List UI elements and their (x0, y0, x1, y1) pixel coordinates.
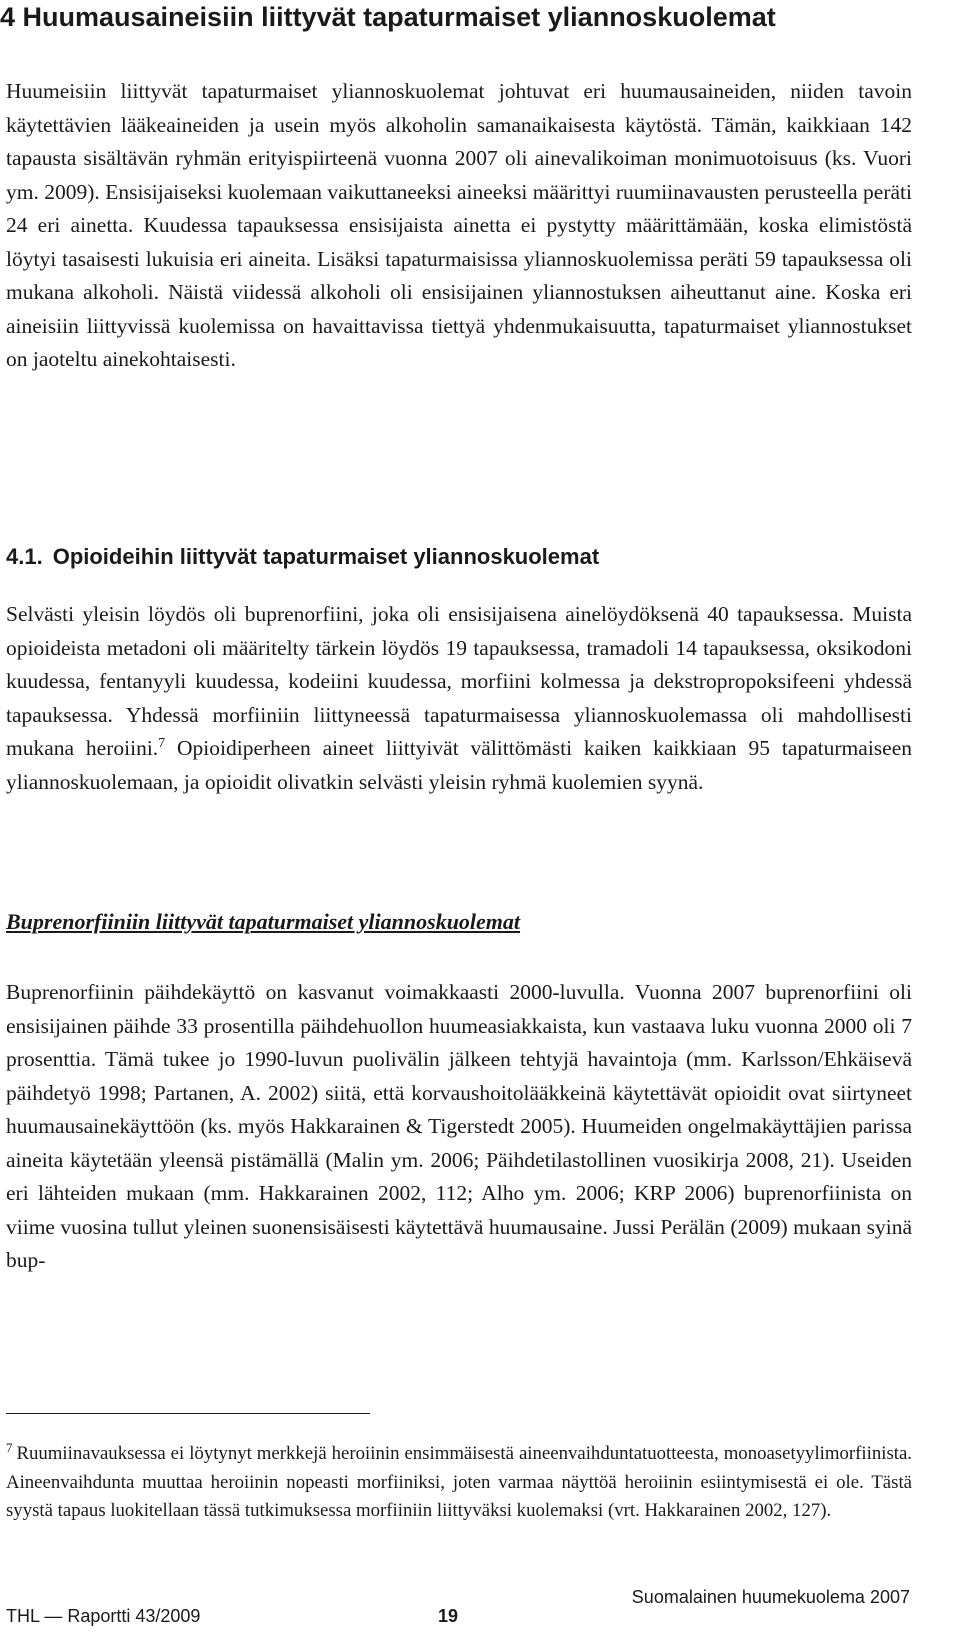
page-number: 19 (438, 1606, 459, 1626)
subsection-number: 4.1. (6, 544, 43, 569)
buprenorphine-paragraph: Buprenorfiinin päihdekäyttö on kasvanut voimakkaasti 2000-luvulla. Vuonna 2007 buprenorfiini oli ensisijainen päihde 33 prosentilla päihdehuollon huumeasiakkaista, kun vastaava luku vuonna 2000 oli 7 prosenttia. Tämä tukee jo 1990-luvun puolivälin jälkeen tehtyjä havaintoja (mm. Karlsson/Ehkäisevä päihdetyö 1998; Partanen, A. 2002) siitä, että korvaushoitolääkkeinä käytettävät opioidit ovat siirtyneet huumausainekäyttöön (ks. myös Hakkarainen & Tigerstedt 2005). Huumeiden ongelmakäyttäjien parissa aineita käytetään yleensä pistämällä (Malin ym. 2006; Päihdetilastollinen vuosikirja 2008, 21). Useiden eri lähteiden mukaan (mm. Hakkarainen 2002, 112; Alho ym. 2006; KRP 2006) buprenorfiinista on viime vuosina tullut yleinen suonensisäisesti käytettävä huumausaine. Jussi Perälän (2009) mukaan syinä bup- (6, 980, 912, 1272)
footer-report-label: THL — Raportti 43/2009 (6, 1606, 201, 1626)
opioid-paragraph (6, 598, 912, 799)
section-heading: 4 Huumausaineisiin liittyvät tapaturmaiset yliannoskuolemat (0, 2, 776, 32)
subsection-heading (6, 542, 599, 572)
footnote (6, 1440, 912, 1526)
footnote-reference[interactable]: 7 (158, 735, 166, 751)
subsubsection-heading: Buprenorfiiniin liittyvät tapaturmaiset yliannoskuolemat (6, 909, 521, 934)
footnote-number: 7 (6, 1439, 13, 1455)
opioid-paragraph-part1: Selvästi yleisin löydös oli buprenorfiini, joka oli ensisijaisena ainelöydöksenä 40 tapauksessa. Muista opioideista metadoni oli määritelty tärkein löydös 19 tapauksessa, tramadoli 14 tapauksessa, oksikodoni kuudessa, fentanyyli kuudessa, kodeiini kuudessa, morfiini kolmessa ja dekstropropoksifeeni yhdessä tapauksessa. Yhdessä morfiiniin liittyneessä tapaturmaisessa yliannoskuolemassa oli mahdollisesti mukana heroiini. (6, 602, 912, 760)
subsection-title: Opioideihin liittyvät tapaturmaiset yliannoskuolemat (52, 544, 600, 569)
footer-publication-title: Suomalainen huumekuolema 2007 (631, 1587, 910, 1607)
section-intro-paragraph: Huumeisiin liittyvät tapaturmaiset yliannoskuolemat johtuvat eri huumausaineiden, niiden tavoin käytettävien lääkeaineiden ja usein myös alkoholin samanaikaisesta käytöstä. Tämän, kaikkiaan 142 tapausta sisältävän ryhmän erityispiirteenä vuonna 2007 oli ainevalikoiman monimuotoisuus (ks. Vuori ym. 2009). Ensisijaiseksi kuolemaan vaikuttaneeksi aineeksi määrittyi ruumiinavausten perusteella peräti 24 eri ainetta. Kuudessa tapauksessa ensisijaista ainetta ei pystytty määrittämään, koska elimistöstä löytyi tasaisesti lukuisia eri aineita. Lisäksi tapaturmaisissa yliannoskuolemissa peräti 59 tapauksessa oli mukana alkoholi. Näistä viidessä alkoholi oli ensisijainen yliannostuksen aiheuttanut aine. Koska eri aineisiin liittyvissä kuolemissa on havaittavissa tiettyä yhdenmukaisuutta, tapaturmaiset yliannostukset on jaoteltu ainekohtaisesti. (6, 79, 912, 371)
footnote-text: Ruumiinavauksessa ei löytynyt merkkejä heroiinin ensimmäisestä aineenvaihduntatuotteesta, monoasetyylimorfiinista. Aineenvaihdunta muuttaa heroiinin nopeasti morfiiniksi, joten varmaa näyttöä heroiinin esiintymisestä ei ole. Tästä syystä tapaus luokitellaan tässä tutkimuksessa morfiiniin liittyväksi kuolemaksi (vrt. Hakkarainen 2002, 127). (6, 1443, 912, 1521)
opioid-paragraph-part2: Opioidiperheen aineet liittyivät välittömästi kaiken kaikkiaan 95 tapaturmaiseen yliannoskuolemaan, ja opioidit olivatkin selvästi yleisin ryhmä kuolemien syynä. (6, 736, 912, 794)
footnote-divider (6, 1413, 370, 1414)
